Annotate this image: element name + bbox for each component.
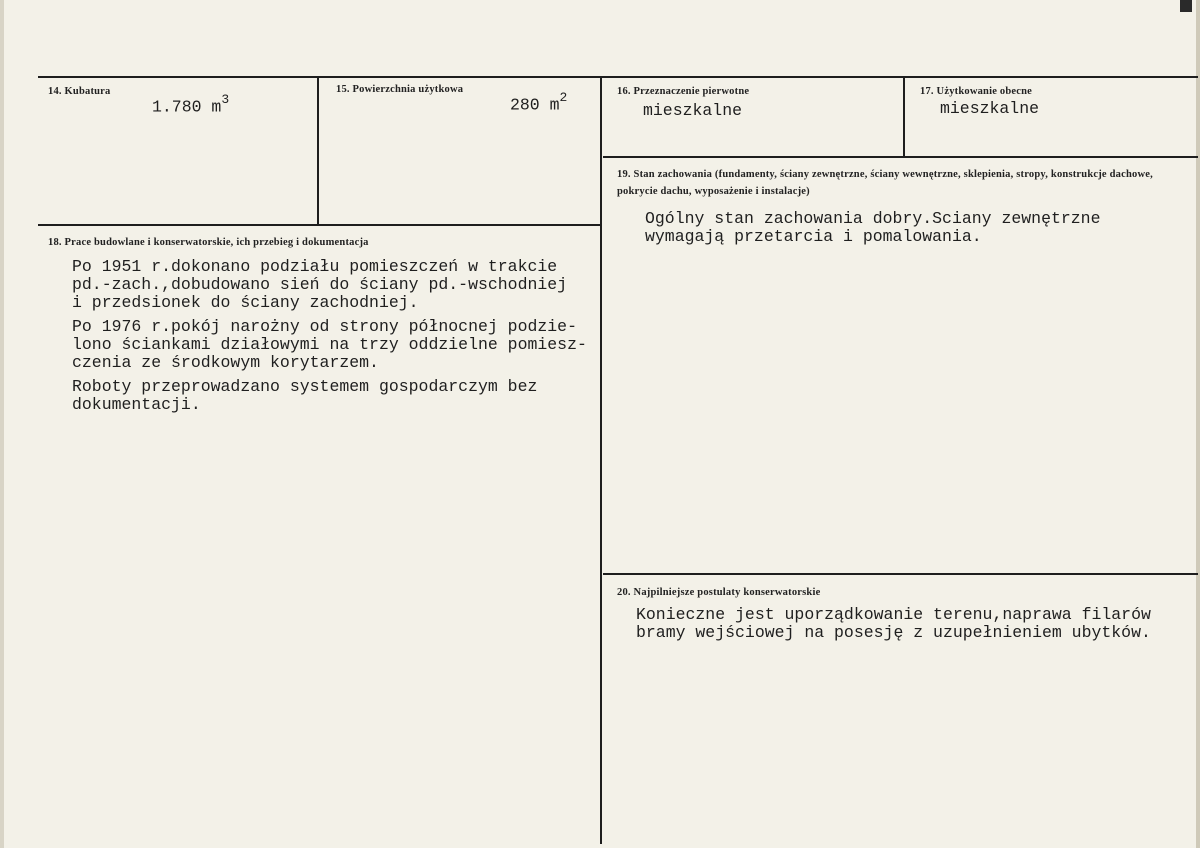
- field-20-text: [636, 606, 1151, 642]
- scan-edge-left: [0, 0, 4, 848]
- divider-row-18: [38, 224, 602, 226]
- field-19-line: wymagają przetarcia i pomalowania.: [645, 227, 982, 246]
- field-15-label: 15. Powierzchnia użytkowa: [336, 84, 464, 95]
- field-16-label: 16. Przeznaczenie pierwotne: [617, 86, 750, 97]
- field-15-number: 280 m: [510, 95, 560, 115]
- field-20-line: Konieczne jest uporządkowanie terenu,naprawa filarów: [636, 605, 1151, 624]
- divider-16-17: [903, 76, 905, 158]
- field-18-label: 18. Prace budowlane i konserwatorskie, ich przebieg i dokumentacja: [48, 237, 369, 248]
- field-15-value: [510, 92, 567, 115]
- field-18-line: pd.-zach.,dobudowano sień do ściany pd.-wschodniej: [72, 275, 568, 294]
- field-18-line: Roboty przeprowadzano systemem gospodarczym bez: [72, 377, 538, 396]
- divider-14-15: [317, 76, 319, 226]
- field-18-text: [72, 258, 587, 414]
- field-18-line: lono ściankami działowymi na trzy oddzielne pomiesz-: [72, 335, 587, 354]
- divider-row-20: [603, 573, 1198, 575]
- field-14-exponent: 3: [221, 92, 230, 107]
- divider-row-19: [603, 156, 1198, 158]
- field-19-line: Ogólny stan zachowania dobry.Sciany zewnętrzne: [645, 209, 1101, 228]
- scan-corner-mark: [1180, 0, 1192, 12]
- field-18-line: i przedsionek do ściany zachodniej.: [72, 293, 419, 312]
- field-20-label: 20. Najpilniejsze postulaty konserwatorskie: [617, 587, 821, 598]
- field-19-text: [645, 210, 1100, 246]
- field-14-label: 14. Kubatura: [48, 86, 111, 97]
- top-border-line: [38, 76, 1198, 78]
- field-18-line: dokumentacji.: [72, 395, 201, 414]
- field-20-line: bramy wejściowej na posesję z uzupełnieniem ubytków.: [636, 623, 1151, 642]
- field-18-line: czenia ze środkowym korytarzem.: [72, 353, 379, 372]
- field-18-line: Po 1951 r.dokonano podziału pomieszczeń w trakcie: [72, 257, 558, 276]
- scan-edge-right: [1196, 0, 1200, 848]
- field-16-value: mieszkalne: [643, 101, 743, 120]
- field-17-label: 17. Użytkowanie obecne: [920, 86, 1033, 97]
- center-divider: [600, 76, 602, 844]
- field-18-line: Po 1976 r.pokój narożny od strony północnej podzie-: [72, 317, 577, 336]
- field-15-exponent: 2: [559, 90, 568, 105]
- field-14-number: 1.780 m: [152, 97, 222, 117]
- field-19-label: 19. Stan zachowania (fundamenty, ściany zewnętrzne, ściany wewnętrzne, sklepienia, stropy, konstrukcje dachowe, pokrycie dachu, wyposażenie i instalacje): [617, 169, 1153, 197]
- field-17-value: mieszkalne: [940, 99, 1040, 118]
- field-14-value: [152, 94, 229, 117]
